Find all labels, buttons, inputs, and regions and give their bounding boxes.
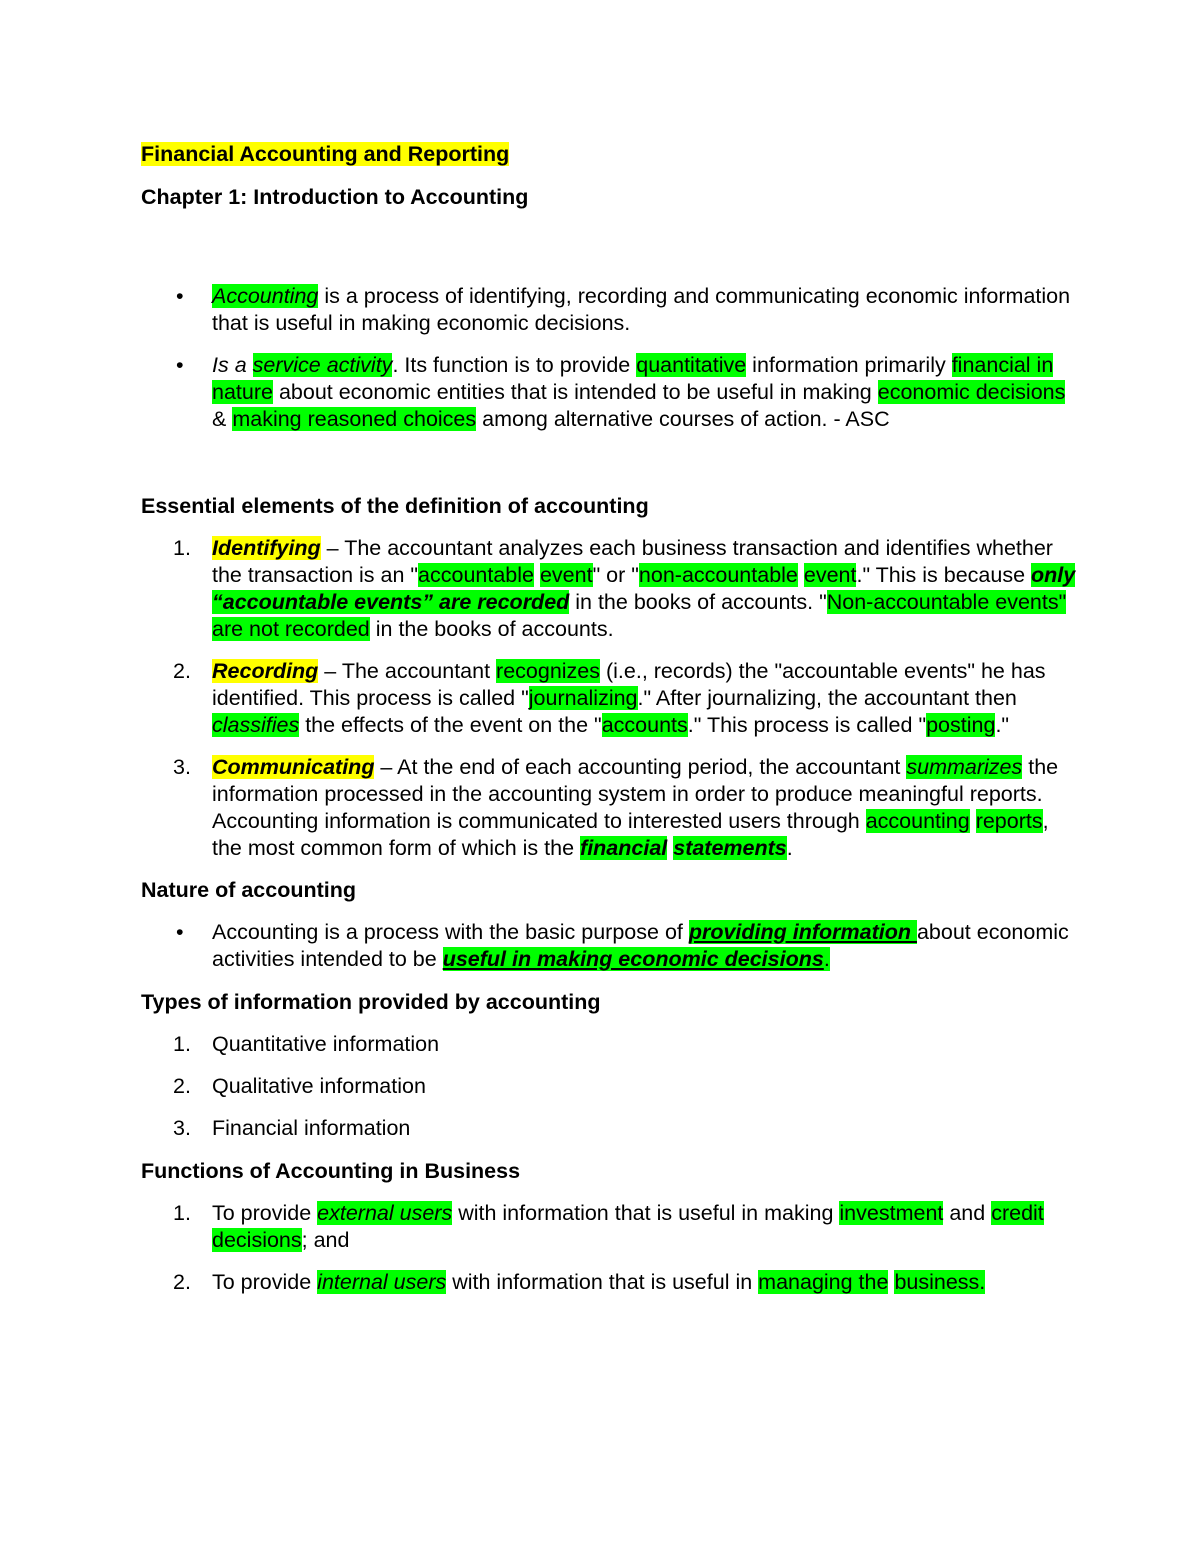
- list-number: 3.: [173, 755, 191, 779]
- highlighted-text: credit decisions: [212, 1201, 1044, 1252]
- text-segment: , the most common form of which is the: [212, 809, 1049, 860]
- text-segment: with information that is useful in making: [452, 1201, 840, 1225]
- list-item: [141, 1200, 1076, 1254]
- essential-elements-heading: Essential elements of the definition of accounting: [141, 494, 649, 518]
- text-segment: ." This process is called ": [687, 713, 927, 737]
- list-item: [141, 658, 1076, 739]
- intro-list: [141, 283, 1076, 433]
- text-segment: the information processed in the accounting system in order to produce meaningful reports. Accounting information is communicated to interested users through: [212, 755, 1059, 833]
- list-item-text: [212, 353, 1065, 431]
- highlighted-text: posting: [926, 713, 996, 737]
- document-title: [141, 141, 1076, 169]
- bullet-marker: •: [176, 353, 184, 377]
- highlighted-text: providing information: [688, 920, 917, 944]
- text-segment: with information that is useful in: [446, 1270, 759, 1294]
- text-segment: the effects of the event on the ": [299, 713, 602, 737]
- highlighted-text: quantitative: [636, 353, 747, 377]
- list-item-text: [212, 1032, 439, 1056]
- text-segment: in the books of accounts. ": [569, 590, 827, 614]
- list-item-text: [212, 1116, 410, 1140]
- list-item-text: [212, 536, 1075, 641]
- text-segment: ; and: [301, 1228, 350, 1252]
- list-item-text: [212, 659, 1046, 737]
- text-segment: – At the end of each accounting period, the accountant: [374, 755, 907, 779]
- text-segment: in the books of accounts.: [369, 617, 614, 641]
- highlighted-text: classifies: [212, 713, 300, 737]
- bullet-marker: •: [176, 284, 184, 308]
- text-segment: (i.e., records) the "accountable events" he has identified. This process is called ": [212, 659, 1046, 710]
- list-item: [141, 919, 1076, 973]
- highlighted-text: service activity: [252, 353, 393, 377]
- text-segment: Financial information: [212, 1116, 411, 1140]
- text-segment: ." This is because: [856, 563, 1032, 587]
- list-item: [141, 1073, 1076, 1100]
- highlighted-text: .: [823, 947, 830, 971]
- highlighted-text: internal users: [317, 1270, 447, 1294]
- text-segment: &: [212, 407, 233, 431]
- chapter-heading: Chapter 1: Introduction to Accounting: [141, 185, 529, 209]
- types-list: [141, 1031, 1076, 1142]
- list-item-text: [212, 1201, 1044, 1252]
- highlighted-text: statements: [673, 836, 787, 860]
- highlighted-text: Identifying: [212, 536, 321, 560]
- highlighted-text: financial: [580, 836, 668, 860]
- text-segment: Qualitative information: [212, 1074, 426, 1098]
- text-segment: Is a: [212, 353, 253, 377]
- highlighted-text: external users: [317, 1201, 453, 1225]
- text-segment: . Its function is to provide: [392, 353, 637, 377]
- list-number: 1.: [173, 536, 191, 560]
- nature-list: [141, 919, 1076, 973]
- list-item: [141, 1115, 1076, 1142]
- bullet-marker: •: [176, 920, 184, 944]
- list-item-text: [212, 284, 1070, 335]
- text-segment: Accounting is a process with the basic purpose of: [212, 920, 689, 944]
- list-item-text: [212, 755, 1058, 860]
- highlighted-text: accountable: [418, 563, 534, 587]
- list-item-text: [212, 920, 1069, 971]
- highlighted-text: Communicating: [212, 755, 375, 779]
- text-segment: among alternative courses of action. - ASC: [476, 407, 890, 431]
- text-segment: [798, 563, 804, 587]
- highlighted-text: event: [539, 563, 593, 587]
- highlighted-text: Recording: [212, 659, 319, 683]
- essential-elements-list: [141, 535, 1076, 862]
- highlighted-text: managing the: [758, 1270, 889, 1294]
- text-segment: Quantitative information: [212, 1032, 440, 1056]
- list-item: [141, 535, 1076, 643]
- highlighted-text: reports: [975, 809, 1043, 833]
- list-item: [141, 283, 1076, 337]
- text-segment: To provide: [212, 1201, 318, 1225]
- text-segment: To provide: [212, 1270, 318, 1294]
- list-item: [141, 1269, 1076, 1296]
- list-item: [141, 1031, 1076, 1058]
- highlighted-text: accounting: [865, 809, 970, 833]
- highlighted-text: accounts: [601, 713, 688, 737]
- highlighted-text: economic decisions: [877, 380, 1066, 404]
- list-number: 2.: [173, 1074, 191, 1098]
- highlighted-text: investment: [839, 1201, 944, 1225]
- list-item: [141, 352, 1076, 433]
- text-segment: about economic entities that is intended to be useful in making: [272, 380, 878, 404]
- title-text: Financial Accounting and Reporting: [141, 142, 510, 166]
- highlighted-text: recognizes: [496, 659, 601, 683]
- highlighted-text: event: [803, 563, 857, 587]
- text-segment: [970, 809, 976, 833]
- text-segment: – The accountant: [318, 659, 497, 683]
- document-body: [141, 141, 1076, 1296]
- text-segment: " or ": [592, 563, 639, 587]
- highlighted-text: business.: [894, 1270, 986, 1294]
- text-segment: information primarily: [746, 353, 952, 377]
- functions-list: [141, 1200, 1076, 1296]
- list-number: 3.: [173, 1116, 191, 1140]
- highlighted-text: Accounting: [212, 284, 319, 308]
- highlighted-text: only “accountable events” are recorded: [212, 563, 1076, 614]
- text-segment: and: [943, 1201, 992, 1225]
- list-item-text: [212, 1074, 426, 1098]
- text-segment: about economic activities intended to be: [212, 920, 1069, 971]
- text-segment: .": [995, 713, 1010, 737]
- list-number: 2.: [173, 1270, 191, 1294]
- list-number: 1.: [173, 1201, 191, 1225]
- list-number: 2.: [173, 659, 191, 683]
- list-item: [141, 754, 1076, 862]
- text-segment: – The accountant analyzes each business transaction and identifies whether the transaction is an ": [212, 536, 1053, 587]
- highlighted-text: Non-accountable events" are not recorded: [212, 590, 1067, 641]
- types-of-information-heading: Types of information provided by accounting: [141, 990, 601, 1014]
- highlighted-text: non-accountable: [638, 563, 798, 587]
- highlighted-text: making reasoned choices: [232, 407, 477, 431]
- functions-heading: Functions of Accounting in Business: [141, 1159, 521, 1183]
- list-number: 1.: [173, 1032, 191, 1056]
- list-item-text: [212, 1270, 985, 1294]
- text-segment: is a process of identifying, recording and communicating economic information that is useful in making economic decisions.: [212, 284, 1071, 335]
- text-segment: .: [786, 836, 793, 860]
- text-segment: ." After journalizing, the accountant then: [637, 686, 1017, 710]
- highlighted-text: journalizing: [528, 686, 638, 710]
- nature-of-accounting-heading: Nature of accounting: [141, 878, 357, 902]
- highlighted-text: useful in making economic decisions: [442, 947, 824, 971]
- highlighted-text: summarizes: [906, 755, 1023, 779]
- highlighted-text: financial in nature: [212, 353, 1054, 404]
